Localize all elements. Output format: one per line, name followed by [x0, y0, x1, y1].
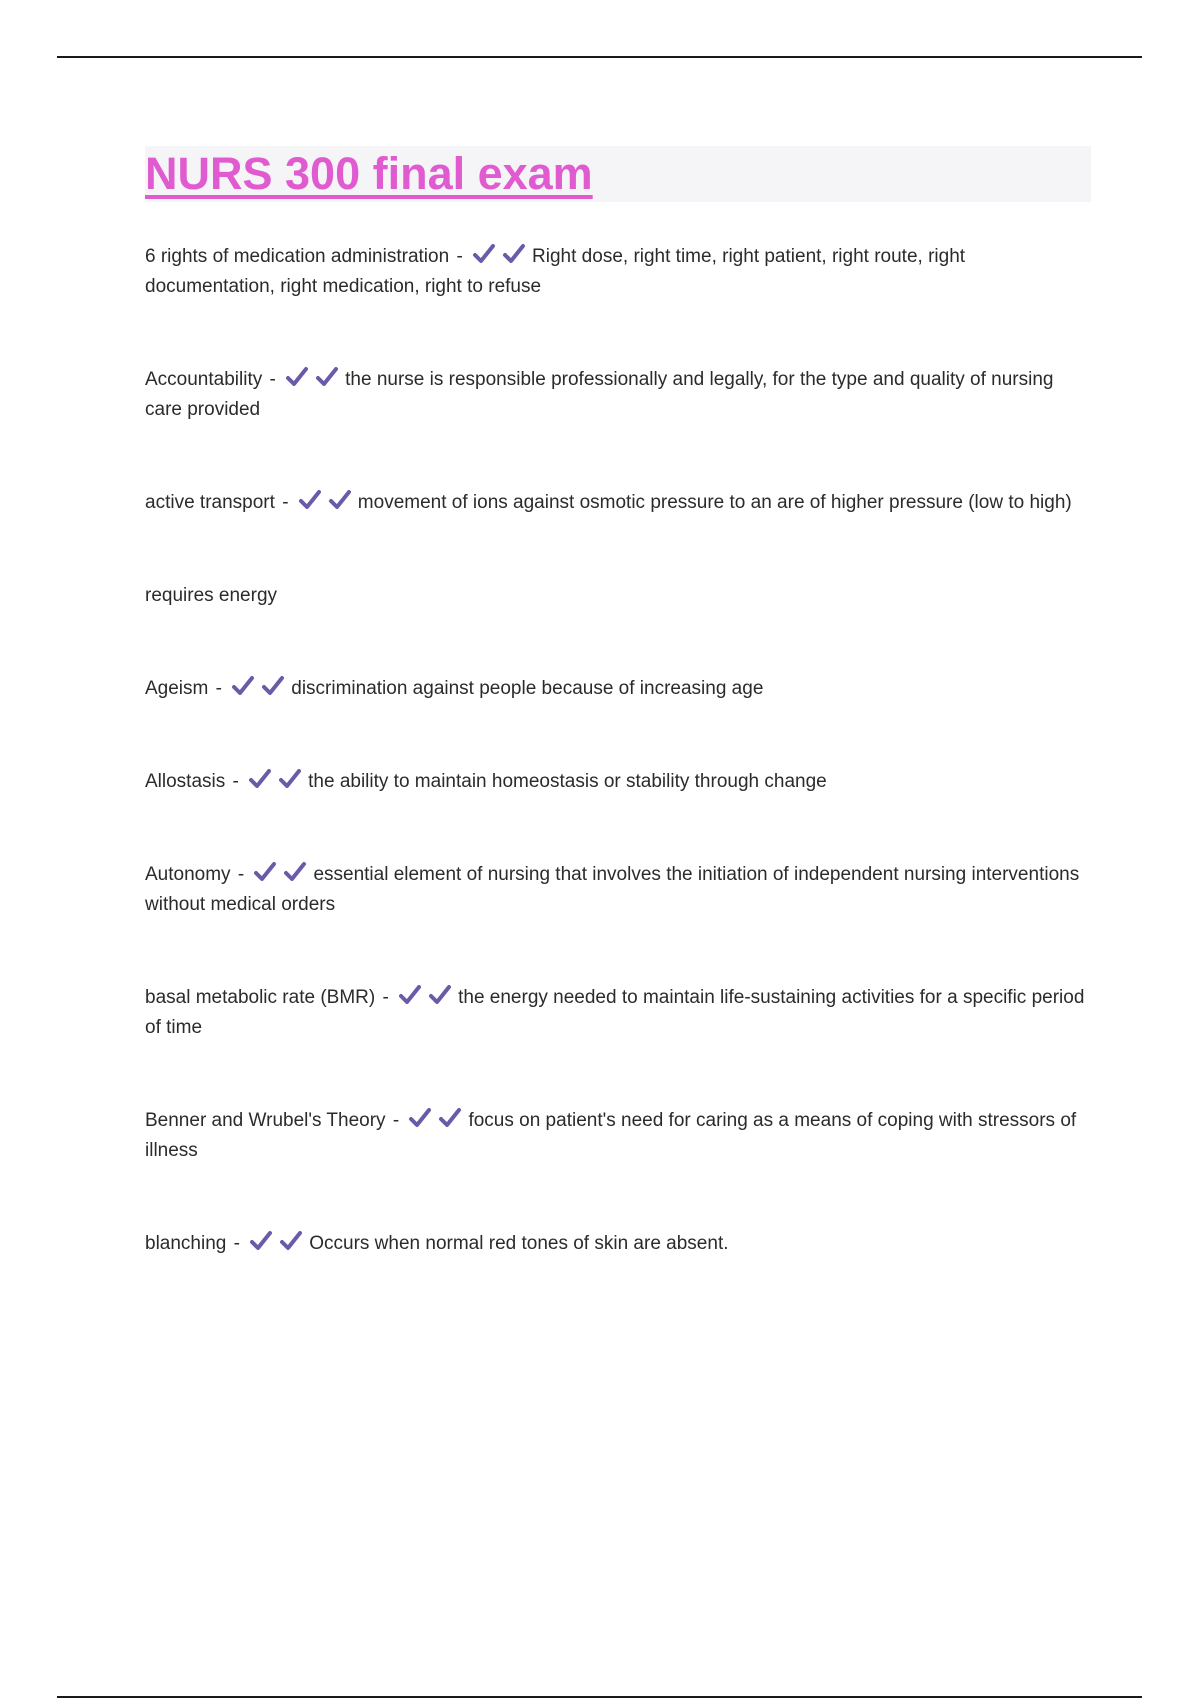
document-body [145, 146, 1091, 1259]
separator: - [382, 987, 389, 1008]
check-mark-icon [328, 489, 352, 511]
separator: - [215, 678, 222, 699]
check-marks [408, 1106, 468, 1136]
definition: the ability to maintain homeostasis or stability through change [308, 771, 827, 792]
check-mark-icon [285, 366, 309, 388]
title-band [145, 146, 1091, 202]
check-marks [398, 983, 458, 1013]
separator: - [232, 771, 239, 792]
list-item [145, 1106, 1091, 1166]
check-mark-icon [231, 675, 255, 697]
list-item [145, 488, 1091, 518]
definition: the nurse is responsible professionally and legally, for the type and quality of nursing care provided [145, 369, 1054, 420]
check-marks [298, 488, 358, 518]
definition: movement of ions against osmotic pressure to an are of higher pressure (low to high) [357, 492, 1072, 513]
check-marks [472, 242, 532, 272]
entry-list [145, 242, 1091, 1259]
separator: - [282, 492, 289, 513]
list-item [145, 365, 1091, 425]
check-mark-icon [472, 243, 496, 265]
check-mark-icon [261, 675, 285, 697]
definition: the energy needed to maintain life-sustaining activities for a specific period of time [145, 987, 1085, 1038]
definition: discrimination against people because of increasing age [291, 678, 764, 699]
term: blanching [145, 1233, 227, 1254]
check-marks [249, 1229, 309, 1259]
check-mark-icon [428, 984, 452, 1006]
check-mark-icon [283, 861, 307, 883]
check-marks [248, 767, 308, 797]
separator: - [237, 864, 245, 885]
check-mark-icon [398, 984, 422, 1006]
definition: Occurs when normal red tones of skin are absent. [309, 1233, 729, 1254]
check-mark-icon [408, 1107, 432, 1129]
bottom-rule [57, 1696, 1142, 1698]
list-item [145, 860, 1091, 920]
list-item [145, 767, 1091, 797]
list-item [145, 674, 1091, 704]
top-rule [57, 56, 1142, 58]
check-mark-icon [248, 768, 272, 790]
document-title: NURS 300 final exam [145, 148, 593, 199]
check-mark-icon [315, 366, 339, 388]
definition: focus on patient's need for caring as a means of coping with stressors of illness [145, 1110, 1077, 1161]
separator: - [456, 246, 463, 267]
term: basal metabolic rate (BMR) [145, 987, 376, 1008]
list-item [145, 983, 1091, 1043]
term: Accountability [145, 369, 263, 390]
term: Allostasis [145, 771, 226, 792]
check-mark-icon [279, 1230, 303, 1252]
term: 6 rights of medication administration [145, 246, 450, 267]
definition: essential element of nursing that involves the initiation of independent nursing interventions without medical orders [145, 864, 1080, 915]
separator: - [392, 1110, 400, 1131]
definition: Right dose, right time, right patient, right route, right documentation, right medication, right to refuse [145, 246, 966, 297]
term: Ageism [145, 678, 209, 699]
term: Autonomy [145, 864, 231, 885]
separator: - [233, 1233, 240, 1254]
check-mark-icon [438, 1107, 462, 1129]
check-marks [285, 365, 345, 395]
term: Benner and Wrubel's Theory [145, 1110, 386, 1131]
check-mark-icon [249, 1230, 273, 1252]
check-mark-icon [502, 243, 526, 265]
entry-note: requires energy [145, 585, 278, 606]
check-mark-icon [298, 489, 322, 511]
check-mark-icon [253, 861, 277, 883]
check-mark-icon [278, 768, 302, 790]
separator: - [269, 369, 276, 390]
list-item [145, 242, 1091, 302]
term: active transport [145, 492, 275, 513]
check-marks [231, 674, 291, 704]
check-marks [253, 860, 313, 890]
list-item [145, 1229, 1091, 1259]
